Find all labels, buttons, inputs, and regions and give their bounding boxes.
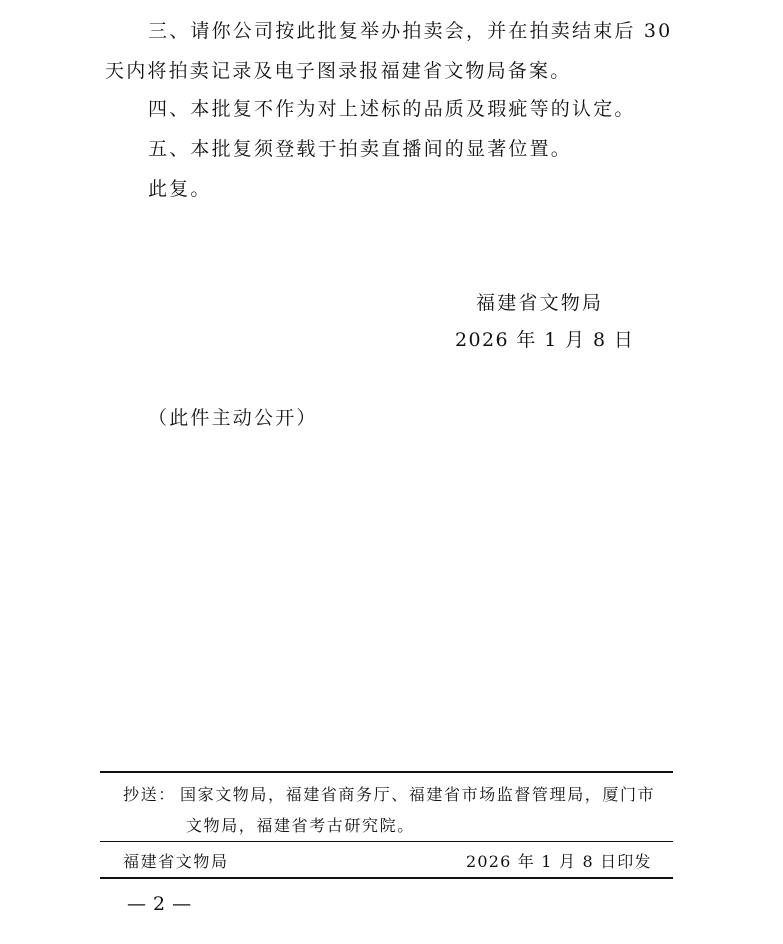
issuer-name: 福建省文物局 [123,852,229,871]
issue-date: 2026 年 1 月 8 日印发 [466,852,652,871]
cc-recipients-line-2: 文物局，福建省考古研究院。 [186,816,415,835]
item-3-line-2: 天内将拍卖记录及电子图录报福建省文物局备案。 [105,60,572,82]
signature-date: 2026 年 1 月 8 日 [455,329,635,351]
item-3-line-1: 三、请你公司按此批复举办拍卖会，并在拍卖结束后 30 [148,20,673,42]
signature-org: 福建省文物局 [476,292,604,314]
footer-middle-rule [100,841,673,842]
cc-label: 抄送： [123,785,176,804]
footer-bottom-rule [100,877,673,879]
item-5: 五、本批复须登载于拍卖直播间的显著位置。 [148,138,573,160]
cc-recipients-line-1: 国家文物局，福建省商务厅、福建省市场监督管理局，厦门市 [180,785,656,804]
footer-top-rule [100,771,673,773]
page-number: — 2 — [127,893,192,915]
disclosure-note: （此件主动公开） [148,407,318,429]
item-4: 四、本批复不作为对上述标的品质及瑕疵等的认定。 [148,98,636,120]
closing-text: 此复。 [148,178,212,200]
